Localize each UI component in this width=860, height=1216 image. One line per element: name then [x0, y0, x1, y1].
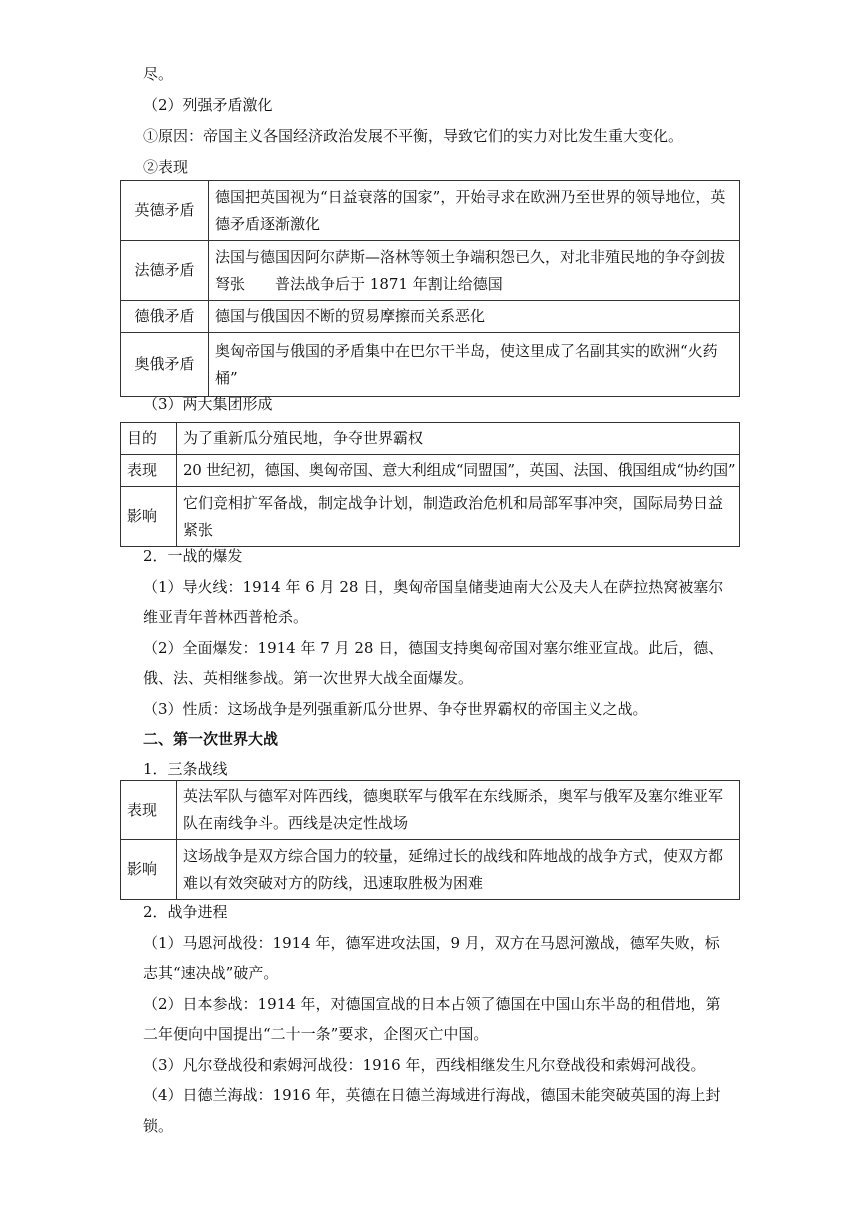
paragraph-trigger-2: 维亚青年普林西普枪杀。 [143, 608, 309, 626]
row-content: 法国与德国因阿尔萨斯—洛林等领土争端积怨已久，对北非殖民地的争夺剑拔 弩张 普法战争后于 1871 年割让给德国 [209, 241, 740, 301]
blocs-table [120, 422, 740, 547]
row-content: 英法军队与德军对阵西线，德奥联军与俄军在东线厮杀，奥军与俄军及塞尔维亚军 队在南线争斗。西线是决定性战场 [177, 781, 740, 840]
table-row [121, 455, 740, 487]
row-content: 德国与俄国因不断的贸易摩擦而关系恶化 [209, 301, 740, 333]
paragraph-continuation: 尽。 [143, 65, 174, 83]
row-content: 它们竞相扩军备战，制定战争计划，制造政治危机和局部军事冲突，国际局势日益 紧张 [177, 487, 740, 547]
row-label: 德俄矛盾 [121, 301, 209, 333]
table-row [121, 333, 740, 397]
subheading-rivalry: （2）列强矛盾激化 [143, 96, 273, 114]
row-content: 德国把英国视为“日益衰落的国家”，开始寻求在欧洲乃至世界的领导地位，英 德矛盾逐渐激化 [209, 181, 740, 241]
table-row [121, 181, 740, 241]
paragraph-jutland-1: （4）日德兰海战：1916 年，英德在日德兰海域进行海战，德国未能突破英国的海上封 [143, 1086, 721, 1104]
paragraph-verdun-somme: （3）凡尔登战役和索姆河战役：1916 年，西线相继发生凡尔登战役和索姆河战役。 [143, 1056, 706, 1074]
row-content: 奥匈帝国与俄国的矛盾集中在巴尔干半岛，使这里成了名副其实的欧洲“火药 桶” [209, 333, 740, 397]
paragraph-cause: ①原因：帝国主义各国经济政治发展不平衡，导致它们的实力对比发生重大变化。 [143, 127, 684, 145]
row-content: 20 世纪初，德国、奥匈帝国、意大利组成“同盟国”，英国、法国、俄国组成“协约国” [177, 455, 740, 487]
rivalry-table [120, 180, 740, 397]
table-row [121, 487, 740, 547]
paragraph-marne-2: 志其“速决战”破产。 [143, 964, 279, 982]
table-row [121, 423, 740, 455]
row-content: 这场战争是双方综合国力的较量，延绵过长的战线和阵地战的战争方式，使双方都 难以有效突破对方的防线，迅速取胜极为困难 [177, 840, 740, 900]
row-label: 目的 [121, 423, 177, 455]
subheading-outbreak: 2．一战的爆发 [143, 547, 243, 565]
row-label: 奥俄矛盾 [121, 333, 209, 397]
table-row [121, 301, 740, 333]
table-row [121, 241, 740, 301]
row-label: 法德矛盾 [121, 241, 209, 301]
table-row [121, 840, 740, 900]
paragraph-japan-2: 二年便向中国提出“二十一条”要求，企图灭亡中国。 [143, 1025, 489, 1043]
paragraph-manifestation: ②表现 [143, 158, 189, 176]
paragraph-jutland-2: 锁。 [143, 1117, 174, 1135]
paragraph-outbreak-2: 俄、法、英相继参战。第一次世界大战全面爆发。 [143, 669, 474, 687]
paragraph-japan-1: （2）日本参战：1914 年，对德国宣战的日本占领了德国在中国山东半岛的租借地，第 [143, 995, 721, 1013]
row-label: 影响 [121, 840, 177, 900]
subheading-fronts: 1．三条战线 [143, 760, 228, 778]
table-row [121, 781, 740, 840]
section-heading: 二、第一次世界大战 [143, 730, 279, 748]
fronts-table [120, 780, 740, 900]
paragraph-trigger-1: （1）导火线：1914 年 6 月 28 日，奥匈帝国皇储斐迪南大公及夫人在萨拉热窝被塞尔 [143, 578, 724, 596]
subheading-course: 2．战争进程 [143, 903, 228, 921]
row-label: 英德矛盾 [121, 181, 209, 241]
paragraph-nature: （3）性质：这场战争是列强重新瓜分世界、争夺世界霸权的帝国主义之战。 [143, 700, 648, 718]
subheading-blocs: （3）两大集团形成 [143, 395, 273, 413]
paragraph-outbreak-1: （2）全面爆发：1914 年 7 月 28 日，德国支持奥匈帝国对塞尔维亚宣战。此后，德、 [143, 639, 724, 657]
row-label: 表现 [121, 781, 177, 840]
row-label: 表现 [121, 455, 177, 487]
row-label: 影响 [121, 487, 177, 547]
row-content: 为了重新瓜分殖民地，争夺世界霸权 [177, 423, 740, 455]
paragraph-marne-1: （1）马恩河战役：1914 年，德军进攻法国，9 月，双方在马恩河激战，德军失败，标 [143, 934, 720, 952]
